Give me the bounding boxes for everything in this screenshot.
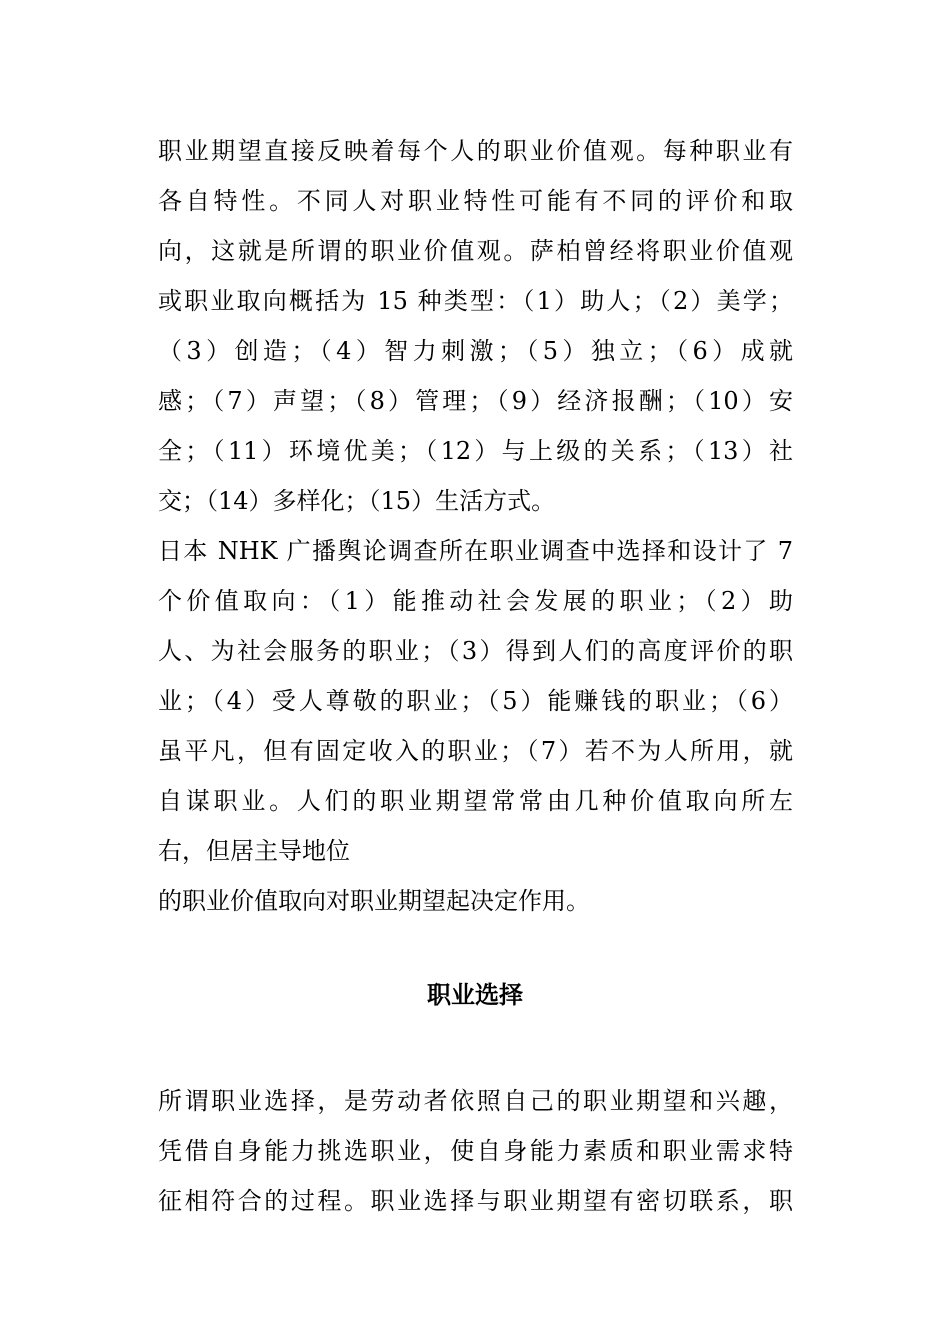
text-line: 或职业取向概括为 15 种类型：（1）助人；（2）美学； bbox=[158, 287, 793, 315]
text-line: 的职业价值取向对职业期望起决定作用。 bbox=[158, 887, 590, 915]
text-line: 自谋职业。人们的职业期望常常由几种价值取向所左 bbox=[158, 787, 793, 815]
text-line: 向，这就是所谓的职业价值观。萨柏曾经将职业价值观 bbox=[158, 237, 793, 265]
text-line: 感；（7）声望；（8）管理；（9）经济报酬；（10）安 bbox=[158, 387, 793, 415]
text-line: 职业期望直接反映着每个人的职业价值观。每种职业有 bbox=[158, 137, 793, 165]
text-line: 右，但居主导地位 bbox=[158, 837, 350, 865]
text-line: 所谓职业选择，是劳动者依照自己的职业期望和兴趣， bbox=[158, 1087, 793, 1115]
text-line: 个价值取向：（1）能推动社会发展的职业；（2）助 bbox=[158, 587, 793, 615]
text-line: 日本 NHK 广播舆论调查所在职业调查中选择和设计了 7 bbox=[158, 537, 793, 565]
text-line: 凭借自身能力挑选职业，使自身能力素质和职业需求特 bbox=[158, 1137, 793, 1165]
text-line: （3）创造；（4）智力刺激；（5）独立；（6）成就 bbox=[158, 337, 793, 365]
text-line: 全；（11）环境优美；（12）与上级的关系；（13）社 bbox=[158, 437, 793, 465]
text-line: 虽平凡，但有固定收入的职业；（7）若不为人所用，就 bbox=[158, 737, 793, 765]
text-line: 业；（4）受人尊敬的职业；（5）能赚钱的职业；（6） bbox=[158, 687, 793, 715]
text-line: 各自特性。不同人对职业特性可能有不同的评价和取 bbox=[158, 187, 793, 215]
section-heading: 职业选择 bbox=[427, 981, 523, 1009]
text-line: 征相符合的过程。职业选择与职业期望有密切联系，职 bbox=[158, 1187, 793, 1215]
text-line: 交；（14）多样化；（15）生活方式。 bbox=[158, 487, 556, 515]
text-line: 人、为社会服务的职业；（3）得到人们的高度评价的职 bbox=[158, 637, 793, 665]
